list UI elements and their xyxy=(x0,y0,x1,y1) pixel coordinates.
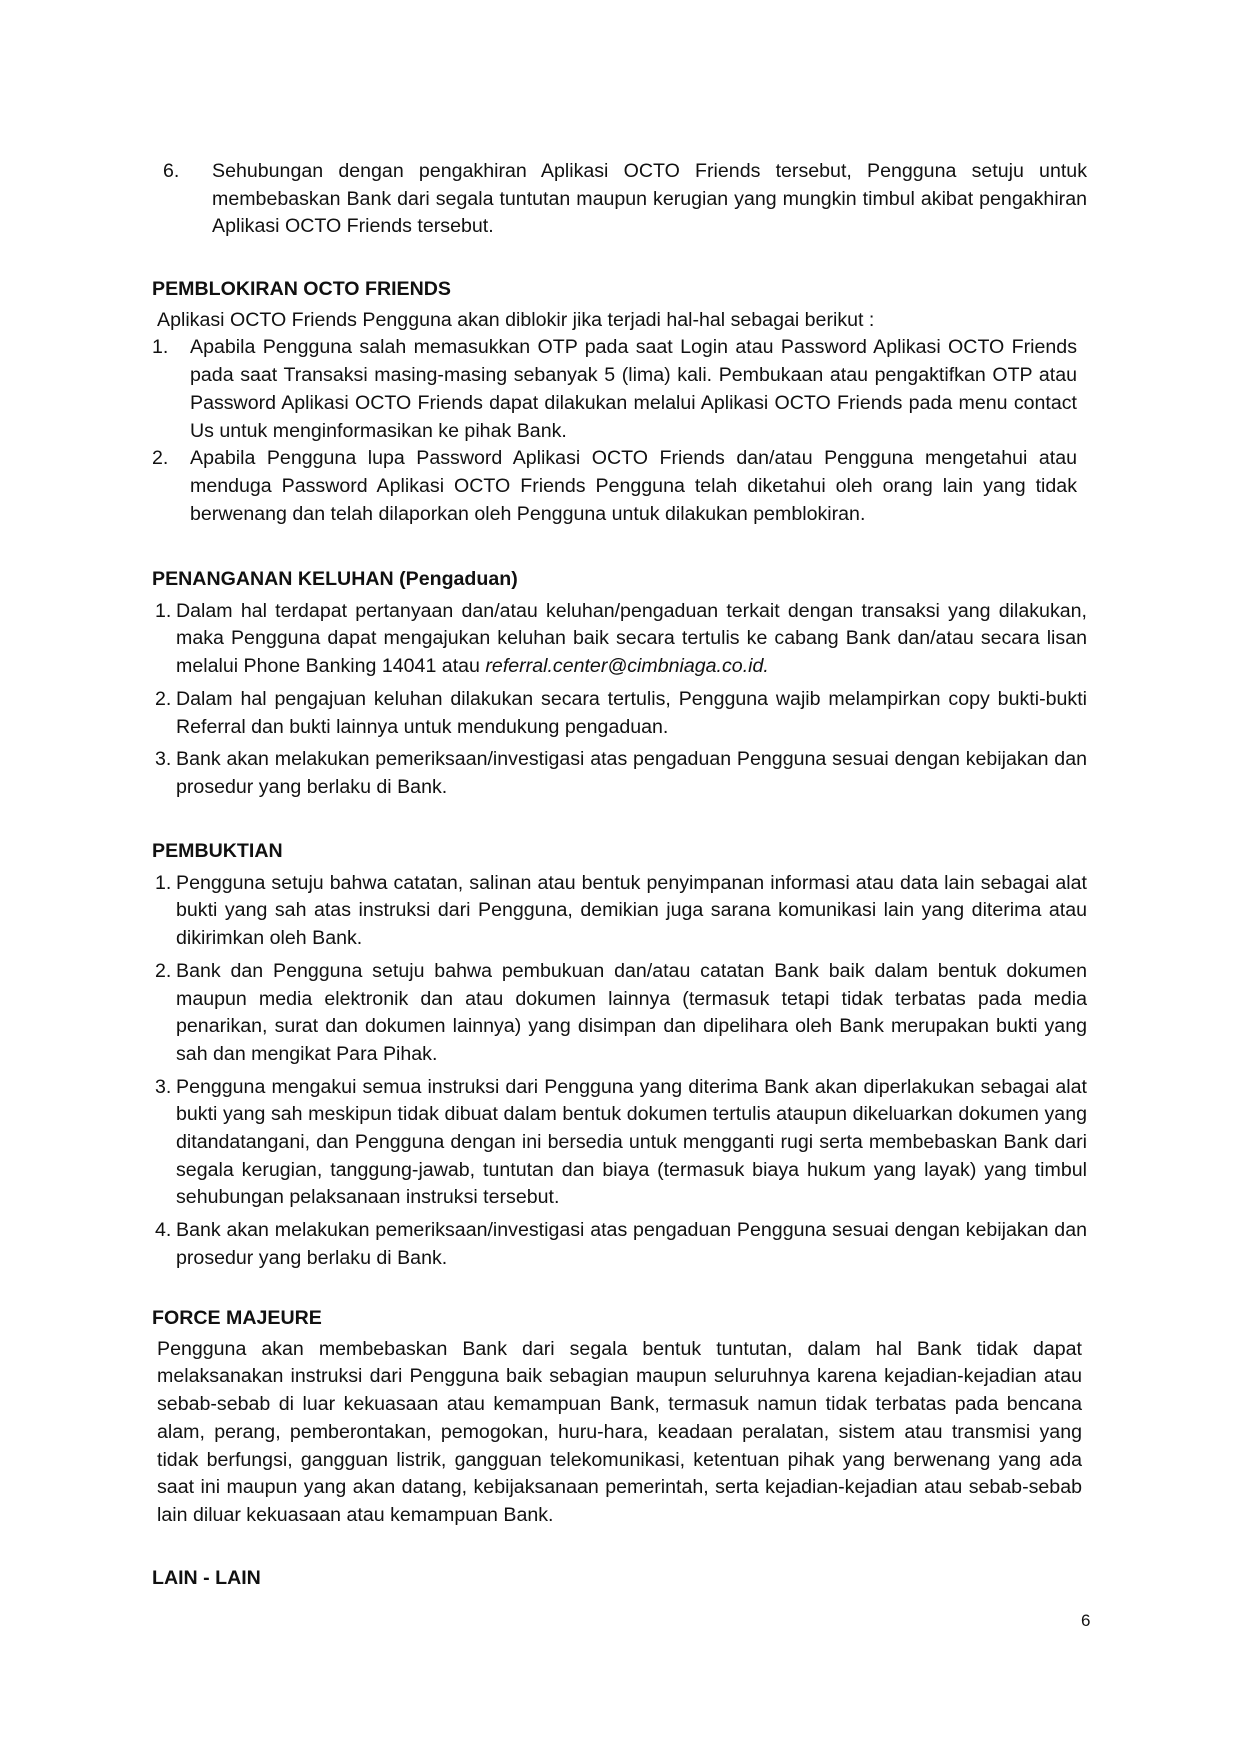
force-majeure-section xyxy=(152,1305,1087,1530)
list-item xyxy=(152,334,1077,445)
item-text: Bank akan melakukan pemeriksaan/investigasi atas pengaduan Pengguna sesuai dengan kebijakan dan prosedur yang berlaku di Bank. xyxy=(176,748,1087,798)
list-item xyxy=(152,445,1077,528)
item-text: Sehubungan dengan pengakhiran Aplikasi OCTO Friends tersebut, Pengguna setuju untuk membebaskan Bank dari segala tuntutan maupun kerugian yang mungkin timbul akibat pengakhiran Aplikasi OCTO Friends tersebut. xyxy=(212,160,1087,238)
item-number: 2. xyxy=(152,447,169,470)
list-item xyxy=(152,1217,1087,1272)
section-lead: Aplikasi OCTO Friends Pengguna akan diblokir jika terjadi hal-hal sebagai berikut : xyxy=(157,308,875,331)
item-number: 3. xyxy=(155,748,172,771)
section-heading: PEMBLOKIRAN OCTO FRIENDS xyxy=(152,278,451,300)
item-number: 1. xyxy=(152,336,169,359)
section-heading: PENANGANAN KELUHAN (Pengaduan) xyxy=(152,568,518,590)
item-text: Pengguna mengakui semua instruksi dari Pengguna yang diterima Bank akan diperlakukan sebagai alat bukti yang sah meskipun tidak dibuat dalam bentuk dokumen tertulis ataupun dikeluarkan dokumen yang ditandatangani, dan Pengguna dengan ini bersedia untuk mengganti rugi serta membebaskan Bank dari segala kerugian, tanggung-jawab, tuntutan dan biaya (termasuk biaya hukum yang layak) yang timbul sehubungan pelaksanaan instruksi tersebut. xyxy=(176,1075,1087,1209)
item-number: 6. xyxy=(163,160,180,182)
list-item xyxy=(152,958,1087,1069)
item-text: Bank dan Pengguna setuju bahwa pembukuan dan/atau catatan Bank baik dalam bentuk dokumen maupun media elektronik dan atau dokumen lainnya (termasuk tetapi tidak terbatas pada media penarikan, surat dan dokumen lainnya) yang disimpan dan dipelihara oleh Bank merupakan bukti yang sah dan mengikat Para Pihak. xyxy=(176,959,1087,1065)
keluhan-section xyxy=(152,566,1087,802)
item-number: 4. xyxy=(155,1219,172,1242)
page-number: 6 xyxy=(1081,1611,1091,1630)
pembuktian-section xyxy=(152,838,1087,1273)
blokir-section xyxy=(152,276,1087,528)
list-item xyxy=(152,158,1087,241)
section-heading: FORCE MAJEURE xyxy=(152,1307,322,1329)
item-text: Apabila Pengguna lupa Password Aplikasi OCTO Friends dan/atau Pengguna mengetahui atau menduga Password Aplikasi OCTO Friends Pengguna telah diketahui oleh orang lain yang tidak berwenang dan telah dilaporkan oleh Pengguna untuk dilakukan pemblokiran. xyxy=(190,447,1077,525)
intro-section xyxy=(152,158,1087,241)
list-item xyxy=(152,686,1087,741)
item-text: Pengguna setuju bahwa catatan, salinan atau bentuk penyimpanan informasi atau data lain sebagai alat bukti yang sah atas instruksi dari Pengguna, demikian juga sarana komunikasi lain yang diterima atau dikirimkan oleh Bank. xyxy=(176,871,1087,950)
item-number: 1. xyxy=(155,871,172,894)
section-heading: PEMBUKTIAN xyxy=(152,840,283,862)
item-text: Bank akan melakukan pemeriksaan/investigasi atas pengaduan Pengguna sesuai dengan kebijakan dan prosedur yang berlaku di Bank. xyxy=(176,1219,1087,1269)
list-item xyxy=(152,1074,1087,1213)
item-text: Dalam hal pengajuan keluhan dilakukan secara tertulis, Pengguna wajib melampirkan copy bukti-bukti Referral dan bukti lainnya untuk mendukung pengaduan. xyxy=(176,687,1087,738)
item-text: Dalam hal terdapat pertanyaan dan/atau keluhan/pengaduan terkait dengan transaksi yang dilakukan, maka Pengguna dapat mengajukan keluhan baik secara tertulis ke cabang Bank dan/atau secara lisan melalui Phone Banking 14041 atau xyxy=(176,599,1087,678)
item-number: 3. xyxy=(155,1075,172,1098)
item-number: 2. xyxy=(155,959,172,982)
email-link[interactable]: referral.center@cimbniaga.co.id. xyxy=(485,655,769,678)
section-heading: LAIN - LAIN xyxy=(152,1567,261,1589)
item-text: Apabila Pengguna salah memasukkan OTP pada saat Login atau Password Aplikasi OCTO Friends pada saat Transaksi masing-masing sebanyak 5 (lima) kali. Pembukaan atau pengaktifkan OTP atau Password Aplikasi OCTO Friends dapat dilakukan melalui Aplikasi OCTO Friends pada menu contact Us untuk menginformasikan ke pihak Bank. xyxy=(190,336,1077,442)
item-number: 2. xyxy=(155,687,172,710)
item-number: 1. xyxy=(155,599,172,622)
list-item xyxy=(152,746,1087,801)
list-item xyxy=(152,598,1087,681)
lain-section xyxy=(152,1565,1087,1593)
list-item xyxy=(152,870,1087,953)
section-paragraph: Pengguna akan membebaskan Bank dari segala bentuk tuntutan, dalam hal Bank tidak dapat melaksanakan instruksi dari Pengguna baik sebagian maupun seluruhnya karena kejadian-kejadian atau sebab-sebab di luar kekuasaan atau kemampuan Bank, termasuk namun tidak terbatas pada bencana alam, perang, pemberontakan, pemogokan, huru-hara, keadaan peralatan, sistem atau transmisi yang tidak berfungsi, gangguan listrik, gangguan telekomunikasi, ketentuan pihak yang berwenang yang ada saat ini maupun yang akan datang, kebijaksanaan pemerintah, serta kejadian-kejadian atau sebab-sebab lain diluar kekuasaan atau kemampuan Bank. xyxy=(157,1337,1082,1526)
